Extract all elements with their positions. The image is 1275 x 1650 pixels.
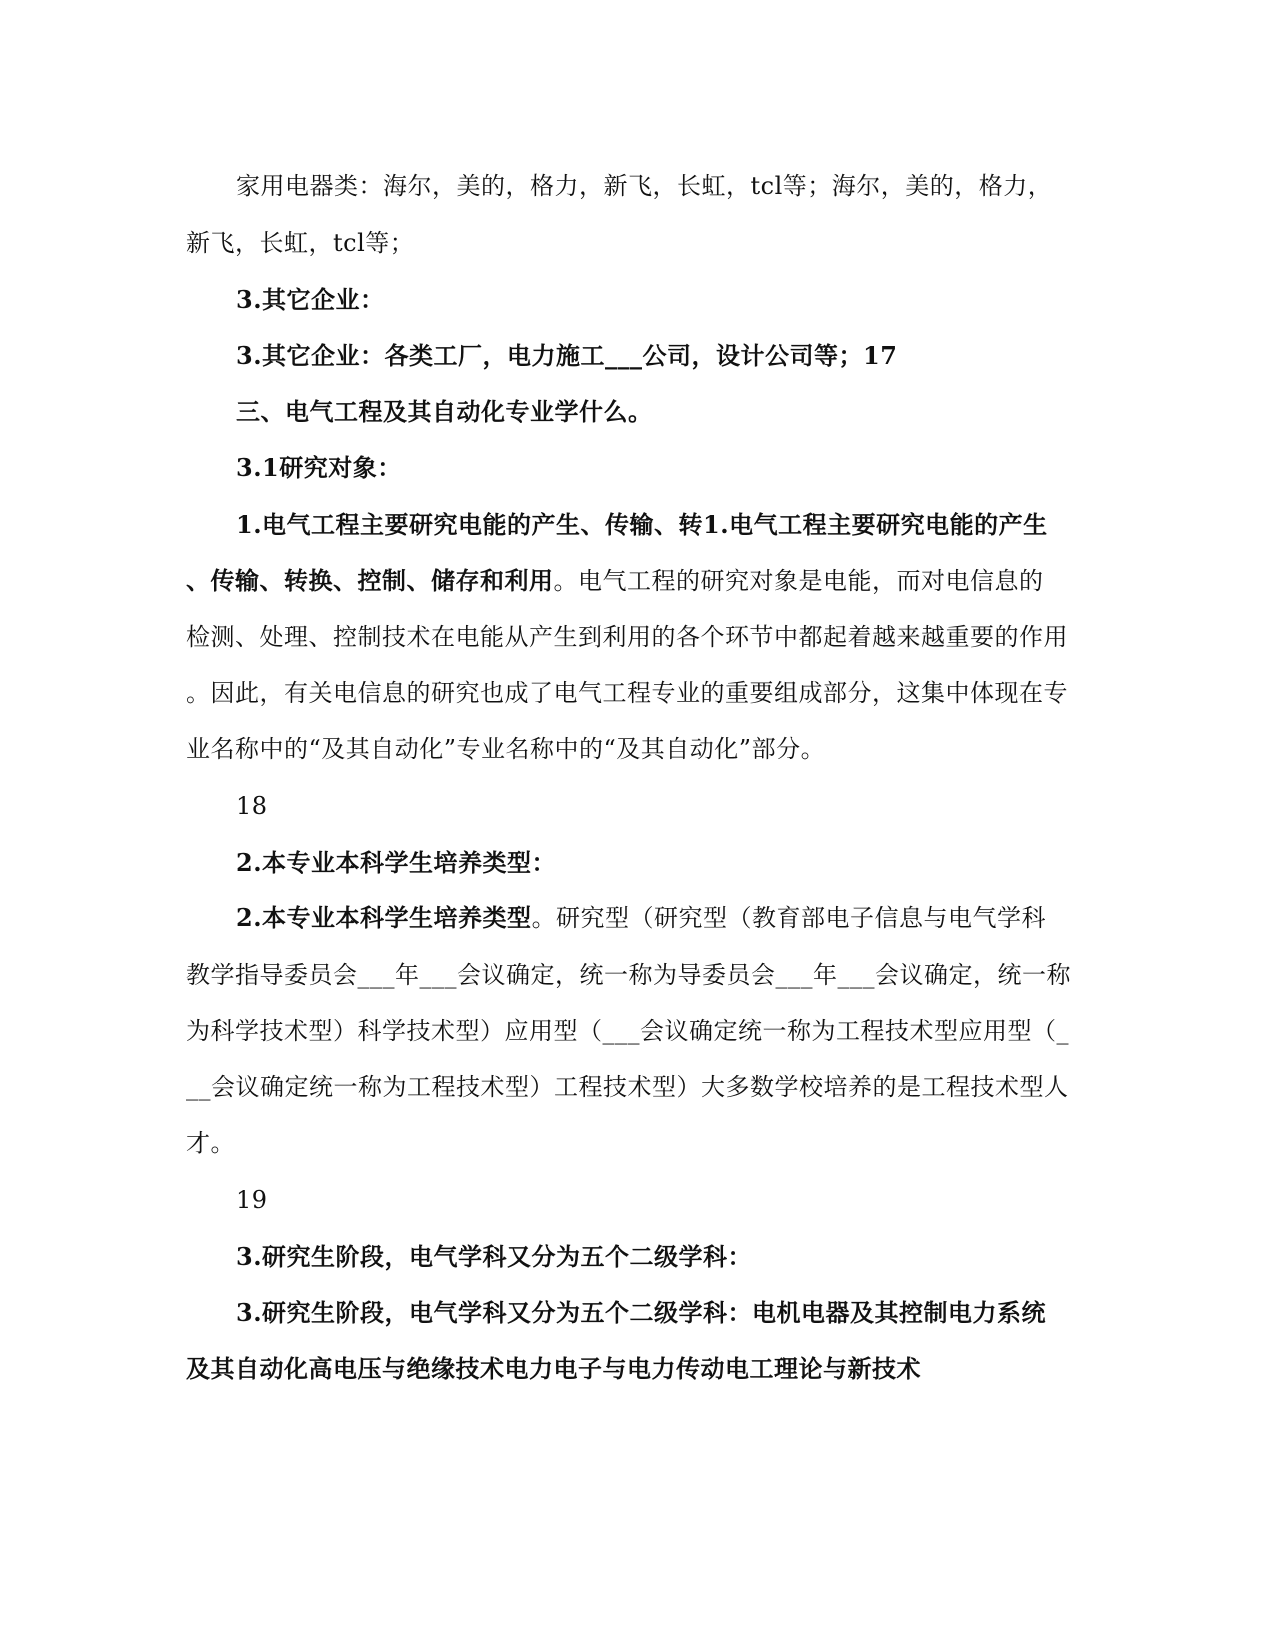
paragraph-research-line-2 [186, 566, 1044, 596]
paragraph-research-line-1: 1.电气工程主要研究电能的产生、传输、转1.电气工程主要研究电能的产生 [236, 510, 1048, 539]
paragraph-other-enterprises: 3.其它企业：各类工厂，电力施工___公司，设计公司等；17 [236, 341, 898, 370]
paragraph-research-line-3: 检测、处理、控制技术在电能从产生到利用的各个环节中都起着越来越重要的作用 [186, 623, 1068, 651]
paragraph-research-line-2-regular: 。电气工程的研究对象是电能，而对电信息的 [553, 567, 1044, 595]
paragraph-graduate-line-2: 及其自动化高电压与绝缘技术电力电子与电力传动电工理论与新技术 [186, 1354, 921, 1383]
paragraph-research-line-5: 业名称中的“及其自动化”专业名称中的“及其自动化”部分。 [186, 735, 826, 763]
heading-other-enterprises: 3.其它企业： [236, 285, 385, 314]
paragraph-training-line-3: 为科学技术型）科学技术型）应用型（___会议确定统一称为工程技术型应用型（_ [186, 1017, 1069, 1045]
paragraph-research-line-4: 。因此，有关电信息的研究也成了电气工程专业的重要组成部分，这集中体现在专 [186, 679, 1068, 707]
paragraph-training-line-1-regular: 。研究型（研究型（教育部电子信息与电气学科 [531, 904, 1047, 932]
paragraph-appliances-line-1: 家用电器类：海尔，美的，格力，新飞，长虹，tcl等；海尔，美的，格力， [236, 172, 1053, 200]
page-marker-19: 19 [236, 1186, 268, 1214]
paragraph-training-line-5: 才。 [186, 1129, 235, 1157]
heading-training-types: 2.本专业本科学生培养类型： [236, 848, 557, 877]
page-marker-18: 18 [236, 792, 268, 820]
paragraph-training-line-4: __会议确定统一称为工程技术型）工程技术型）大多数学校培养的是工程技术型人 [186, 1073, 1069, 1101]
section-heading-what-to-study: 三、电气工程及其自动化专业学什么。 [236, 397, 653, 426]
paragraph-training-line-1 [236, 903, 1046, 933]
paragraph-appliances-line-2: 新飞，长虹，tcl等； [186, 229, 415, 257]
paragraph-research-line-2-bold: 、传输、转换、控制、储存和利用 [186, 566, 554, 595]
paragraph-training-line-2: 教学指导委员会___年___会议确定，统一称为导委员会___年___会议确定，统一称 [186, 961, 1071, 989]
paragraph-graduate-line-1: 3.研究生阶段，电气学科又分为五个二级学科：电机电器及其控制电力系统 [236, 1298, 1047, 1327]
heading-graduate-disciplines: 3.研究生阶段，电气学科又分为五个二级学科： [236, 1242, 753, 1271]
paragraph-training-line-1-bold: 2.本专业本科学生培养类型 [236, 903, 532, 932]
subheading-research-object: 3.1研究对象： [236, 453, 402, 482]
